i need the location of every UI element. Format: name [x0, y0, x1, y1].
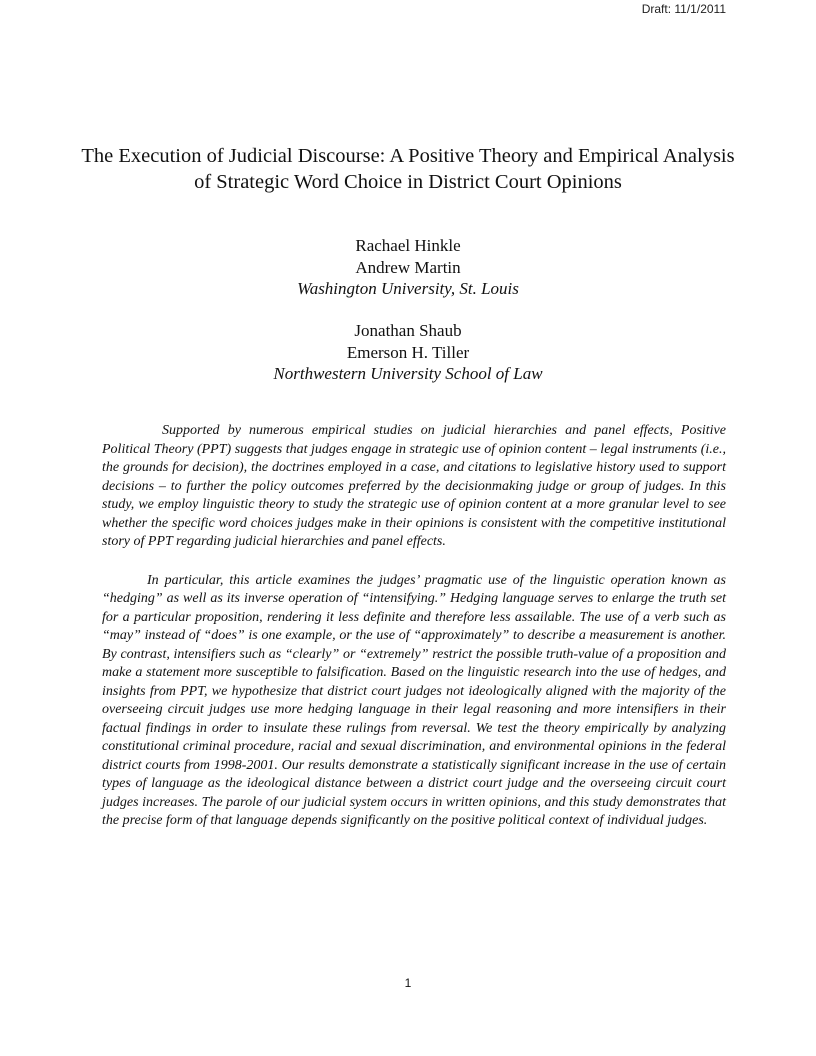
- draft-date-label: Draft: 11/1/2011: [641, 2, 726, 16]
- abstract-paragraph-1: Supported by numerous empirical studies on judicial hierarchies and panel effects, Positive Political Theory (PPT) suggests that judges engage in strategic use of opinion content – legal instruments (i.e., the grounds for decision), the doctrines employed in a case, and citations to legislative history used to support decisions – to further the policy outcomes preferred by the decisionmaking judge or group of judges. In this study, we employ linguistic theory to study the strategic use of opinion content at a more granular level to see whether the specific word choices judges make in their opinions is consistent with the competitive institutional story of PPT regarding judicial hierarchies and panel effects.: [102, 423, 726, 549]
- page-number: 1: [404, 976, 412, 990]
- author-name: Andrew Martin: [355, 257, 461, 277]
- author-name: Rachael Hinkle: [355, 236, 461, 255]
- author-group-1: [0, 235, 816, 300]
- author-affiliation: Northwestern University School of Law: [273, 364, 543, 383]
- abstract-paragraph-2: In particular, this article examines the judges’ pragmatic use of the linguistic operation known as “hedging” as well as its inverse operation of “intensifying.” Hedging language serves to enlarge the truth set for a particular proposition, rendering it less definite and therefore less assailable. The use of a verb such as “may” instead of “does” is one example, or the use of “approximately” to describe a measurement is another. By contrast, intensifiers such as “clearly” or “extremely” restrict the possible truth-value of a proposition and make a statement more susceptible to falsification. Based on the linguistic research into the use of hedges, and insights from PPT, we hypothesize that district court judges not ideologically aligned with the majority of the overseeing circuit judges use more hedging language in their legal reasoning and more intensifiers in their factual findings in order to insulate these rulings from reversal. We test the theory empirically by analyzing constitutional criminal procedure, racial and sexual discrimination, and environmental opinions in the federal district courts from 1998-2001. Our results demonstrate a statistically significant increase in the use of certain types of language as the ideological distance between a district court judge and the overseeing circuit court judges increases. The parole of our judicial system occurs in written opinions, and this study demonstrates that the precise form of that language depends significantly on the positive political context of individual judges.: [102, 572, 726, 828]
- author-name: Jonathan Shaub: [354, 321, 462, 340]
- author-name: Emerson H. Tiller: [346, 342, 470, 362]
- author-affiliation: Washington University, St. Louis: [297, 279, 519, 298]
- paper-title: The Execution of Judicial Discourse: A Positive Theory and Empirical Analysis of Strategic Word Choice in District Court Opinions: [81, 145, 735, 193]
- author-group-2: [0, 320, 816, 385]
- abstract: [102, 422, 726, 851]
